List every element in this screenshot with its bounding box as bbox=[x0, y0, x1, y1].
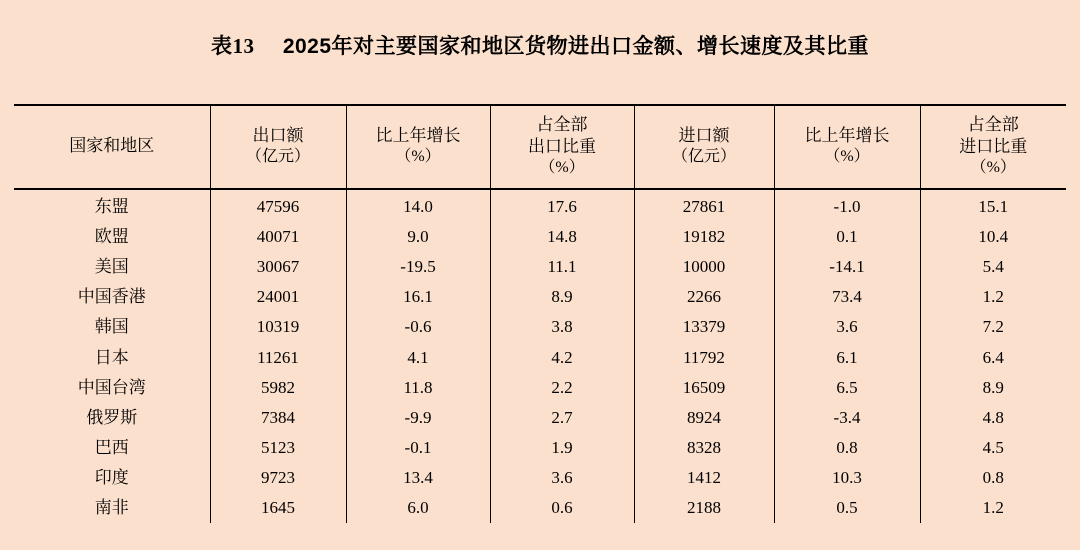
cell-import-value: 2266 bbox=[634, 282, 774, 312]
table-row bbox=[14, 433, 1066, 463]
cell-export-growth: -0.6 bbox=[346, 312, 490, 342]
cell-export-share: 14.8 bbox=[490, 222, 634, 252]
cell-import-growth: 3.6 bbox=[774, 312, 920, 342]
cell-region: 印度 bbox=[14, 463, 210, 493]
cell-export-value: 11261 bbox=[210, 343, 346, 373]
cell-export-growth: 9.0 bbox=[346, 222, 490, 252]
cell-import-share: 15.1 bbox=[920, 189, 1066, 222]
cell-import-share: 6.4 bbox=[920, 343, 1066, 373]
cell-region: 中国台湾 bbox=[14, 373, 210, 403]
cell-import-share: 1.2 bbox=[920, 282, 1066, 312]
cell-import-share: 10.4 bbox=[920, 222, 1066, 252]
table-header-row bbox=[14, 105, 1066, 189]
cell-export-growth: -9.9 bbox=[346, 403, 490, 433]
cell-import-growth: 0.5 bbox=[774, 493, 920, 523]
cell-export-share: 17.6 bbox=[490, 189, 634, 222]
cell-region: 东盟 bbox=[14, 189, 210, 222]
cell-import-value: 11792 bbox=[634, 343, 774, 373]
page-title bbox=[0, 0, 1080, 60]
table-container bbox=[0, 104, 1080, 523]
cell-export-share: 8.9 bbox=[490, 282, 634, 312]
cell-export-share: 3.6 bbox=[490, 463, 634, 493]
cell-import-growth: -3.4 bbox=[774, 403, 920, 433]
cell-export-share: 3.8 bbox=[490, 312, 634, 342]
column-header-export-value: 出口额 （亿元） bbox=[210, 105, 346, 189]
cell-export-growth: 4.1 bbox=[346, 343, 490, 373]
cell-import-growth: 6.1 bbox=[774, 343, 920, 373]
cell-region: 日本 bbox=[14, 343, 210, 373]
table-row bbox=[14, 282, 1066, 312]
cell-import-share: 5.4 bbox=[920, 252, 1066, 282]
cell-region: 南非 bbox=[14, 493, 210, 523]
column-header-export-growth: 比上年增长 （%） bbox=[346, 105, 490, 189]
cell-import-value: 1412 bbox=[634, 463, 774, 493]
cell-region: 美国 bbox=[14, 252, 210, 282]
table-row bbox=[14, 403, 1066, 433]
cell-import-share: 0.8 bbox=[920, 463, 1066, 493]
table-row bbox=[14, 222, 1066, 252]
table-header bbox=[14, 105, 1066, 189]
cell-import-growth: 73.4 bbox=[774, 282, 920, 312]
cell-import-value: 19182 bbox=[634, 222, 774, 252]
cell-export-value: 5982 bbox=[210, 373, 346, 403]
cell-export-value: 10319 bbox=[210, 312, 346, 342]
cell-region: 韩国 bbox=[14, 312, 210, 342]
cell-import-value: 8924 bbox=[634, 403, 774, 433]
cell-export-share: 4.2 bbox=[490, 343, 634, 373]
table-number: 表13 bbox=[210, 34, 255, 58]
cell-export-value: 47596 bbox=[210, 189, 346, 222]
column-header-import-share: 占全部 进口比重 （%） bbox=[920, 105, 1066, 189]
cell-export-growth: 11.8 bbox=[346, 373, 490, 403]
cell-import-growth: -14.1 bbox=[774, 252, 920, 282]
cell-import-value: 16509 bbox=[634, 373, 774, 403]
cell-import-share: 4.8 bbox=[920, 403, 1066, 433]
cell-import-growth: 0.8 bbox=[774, 433, 920, 463]
cell-import-value: 27861 bbox=[634, 189, 774, 222]
cell-import-value: 8328 bbox=[634, 433, 774, 463]
cell-export-growth: -0.1 bbox=[346, 433, 490, 463]
table-row bbox=[14, 312, 1066, 342]
cell-region: 中国香港 bbox=[14, 282, 210, 312]
cell-export-value: 30067 bbox=[210, 252, 346, 282]
cell-export-value: 5123 bbox=[210, 433, 346, 463]
cell-import-value: 13379 bbox=[634, 312, 774, 342]
cell-export-value: 7384 bbox=[210, 403, 346, 433]
cell-export-value: 1645 bbox=[210, 493, 346, 523]
table-row bbox=[14, 373, 1066, 403]
table-row bbox=[14, 343, 1066, 373]
cell-import-value: 10000 bbox=[634, 252, 774, 282]
cell-export-value: 40071 bbox=[210, 222, 346, 252]
cell-import-growth: 0.1 bbox=[774, 222, 920, 252]
cell-import-growth: -1.0 bbox=[774, 189, 920, 222]
cell-export-growth: 14.0 bbox=[346, 189, 490, 222]
cell-export-share: 0.6 bbox=[490, 493, 634, 523]
cell-export-value: 24001 bbox=[210, 282, 346, 312]
cell-import-growth: 6.5 bbox=[774, 373, 920, 403]
table-row bbox=[14, 463, 1066, 493]
cell-import-growth: 10.3 bbox=[774, 463, 920, 493]
cell-export-value: 9723 bbox=[210, 463, 346, 493]
table-title-text: 2025年对主要国家和地区货物进出口金额、增长速度及其比重 bbox=[282, 35, 870, 58]
cell-import-value: 2188 bbox=[634, 493, 774, 523]
cell-import-share: 1.2 bbox=[920, 493, 1066, 523]
cell-export-growth: 13.4 bbox=[346, 463, 490, 493]
trade-table bbox=[14, 104, 1066, 523]
cell-export-share: 2.7 bbox=[490, 403, 634, 433]
column-header-import-value: 进口额 （亿元） bbox=[634, 105, 774, 189]
column-header-region: 国家和地区 bbox=[14, 105, 210, 189]
cell-import-share: 7.2 bbox=[920, 312, 1066, 342]
cell-region: 俄罗斯 bbox=[14, 403, 210, 433]
cell-export-share: 2.2 bbox=[490, 373, 634, 403]
table-body bbox=[14, 189, 1066, 523]
cell-export-share: 1.9 bbox=[490, 433, 634, 463]
column-header-export-share: 占全部 出口比重 （%） bbox=[490, 105, 634, 189]
cell-region: 欧盟 bbox=[14, 222, 210, 252]
cell-import-share: 8.9 bbox=[920, 373, 1066, 403]
cell-export-growth: 16.1 bbox=[346, 282, 490, 312]
table-row bbox=[14, 252, 1066, 282]
cell-import-share: 4.5 bbox=[920, 433, 1066, 463]
cell-export-share: 11.1 bbox=[490, 252, 634, 282]
column-header-import-growth: 比上年增长 （%） bbox=[774, 105, 920, 189]
table-row bbox=[14, 189, 1066, 222]
cell-region: 巴西 bbox=[14, 433, 210, 463]
cell-export-growth: -19.5 bbox=[346, 252, 490, 282]
table-row bbox=[14, 493, 1066, 523]
cell-export-growth: 6.0 bbox=[346, 493, 490, 523]
